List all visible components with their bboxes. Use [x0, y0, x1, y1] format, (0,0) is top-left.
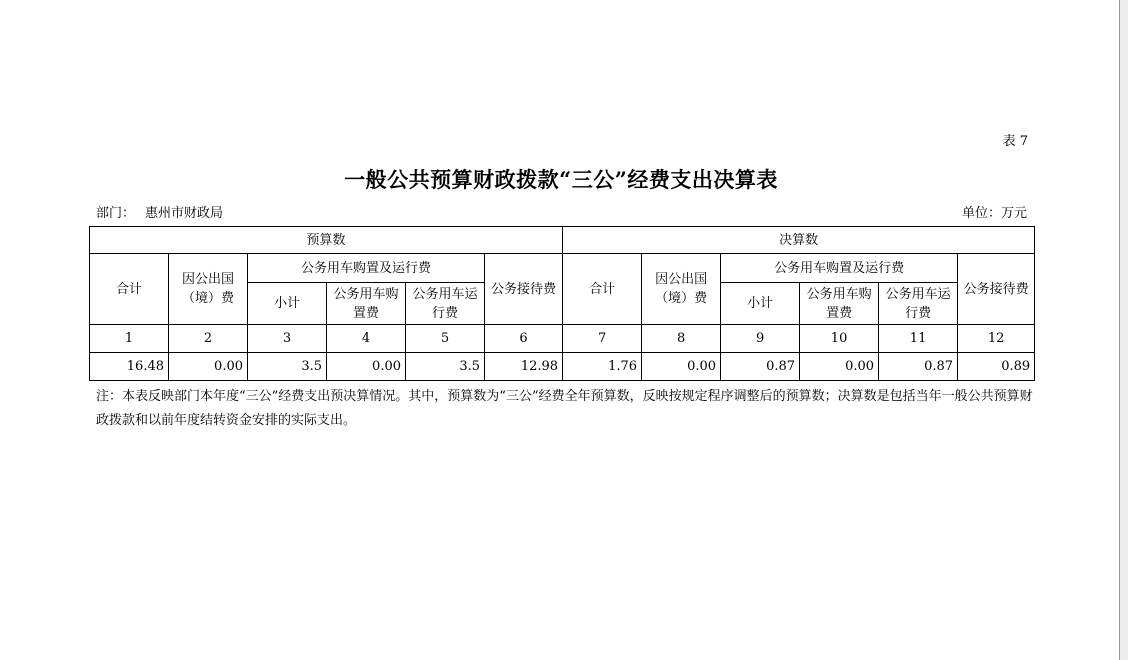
budget-abroad-header: 因公出国（境）费 [169, 254, 248, 325]
value-cell: 0.00 [800, 353, 879, 381]
budget-total-header: 合计 [90, 254, 169, 325]
budget-subtotal-header: 小计 [248, 283, 327, 325]
department-label: 部门： [96, 206, 136, 221]
value-cell: 0.00 [642, 353, 721, 381]
value-cell: 0.00 [169, 353, 248, 381]
value-cell: 1.76 [563, 353, 642, 381]
final-vehicle-purchase-header: 公务用车购置费 [800, 283, 879, 325]
value-cell: 3.5 [406, 353, 485, 381]
department-value: 惠州市财政局 [145, 206, 224, 221]
unit-label: 单位：万元 [961, 206, 1027, 221]
index-cell: 9 [721, 325, 800, 353]
index-cell: 8 [642, 325, 721, 353]
footnote: 注：本表反映部门本年度“三公”经费支出预决算情况。其中，预算数为“三公”经费全年预算数，反映按规定程序调整后的预算数；决算数是包括当年一般公共预算财政拨款和以前年度结转资金安排的实际支出。 [96, 389, 1033, 428]
index-cell: 6 [485, 325, 563, 353]
budget-vehicle-operation-header: 公务用车运行费 [406, 283, 485, 325]
budget-vehicle-group-header: 公务用车购置及运行费 [248, 254, 485, 283]
value-row [90, 353, 1035, 381]
department-line [96, 202, 223, 221]
value-cell: 12.98 [485, 353, 563, 381]
value-cell: 0.87 [721, 353, 800, 381]
value-cell: 0.89 [958, 353, 1035, 381]
budget-vehicle-purchase-header: 公务用车购置费 [327, 283, 406, 325]
final-reception-header: 公务接待费 [958, 254, 1035, 325]
index-cell: 10 [800, 325, 879, 353]
index-cell: 12 [958, 325, 1035, 353]
final-vehicle-group-header: 公务用车购置及运行费 [721, 254, 958, 283]
expense-table [89, 226, 1035, 381]
page-edge [1119, 0, 1128, 660]
index-cell: 7 [563, 325, 642, 353]
index-cell: 5 [406, 325, 485, 353]
value-cell: 0.87 [879, 353, 958, 381]
page-title: 一般公共预算财政拨款“三公”经费支出决算表 [344, 167, 778, 192]
budget-reception-header: 公务接待费 [485, 254, 563, 325]
header-row-1 [90, 227, 1035, 254]
index-row [90, 325, 1035, 353]
index-cell: 2 [169, 325, 248, 353]
table-number: 表 7 [1002, 134, 1028, 149]
value-cell: 16.48 [90, 353, 169, 381]
index-cell: 3 [248, 325, 327, 353]
index-cell: 1 [90, 325, 169, 353]
index-cell: 4 [327, 325, 406, 353]
header-row-2 [90, 254, 1035, 283]
index-cell: 11 [879, 325, 958, 353]
final-vehicle-operation-header: 公务用车运行费 [879, 283, 958, 325]
final-subtotal-header: 小计 [721, 283, 800, 325]
final-header: 决算数 [563, 227, 1035, 254]
final-abroad-header: 因公出国（境）费 [642, 254, 721, 325]
value-cell: 3.5 [248, 353, 327, 381]
final-total-header: 合计 [563, 254, 642, 325]
value-cell: 0.00 [327, 353, 406, 381]
budget-header: 预算数 [90, 227, 563, 254]
